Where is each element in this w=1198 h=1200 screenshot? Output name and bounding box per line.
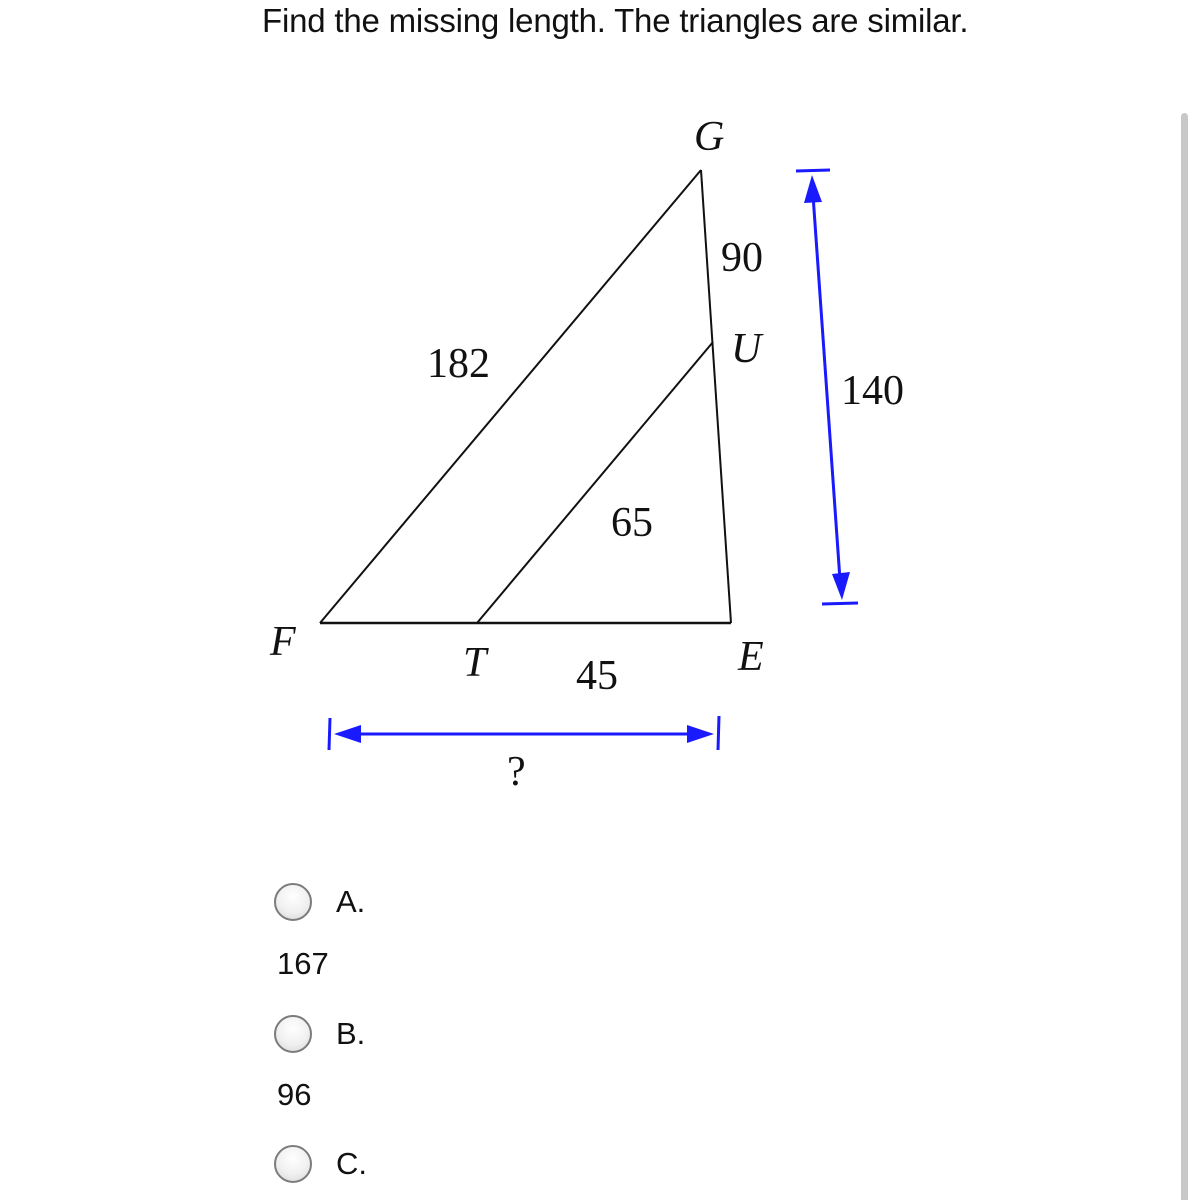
length-ge-label: 140 bbox=[841, 368, 904, 414]
option-b[interactable] bbox=[274, 1015, 365, 1053]
option-b-letter: B. bbox=[336, 1016, 366, 1051]
length-te-label: 45 bbox=[576, 653, 618, 699]
vertex-g-label: G bbox=[694, 114, 725, 160]
option-a-letter: A. bbox=[336, 884, 366, 919]
vertex-t-label: T bbox=[463, 640, 487, 686]
option-b-radio[interactable] bbox=[274, 1015, 312, 1053]
segment-tu bbox=[477, 342, 713, 623]
option-c-letter: C. bbox=[336, 1146, 367, 1181]
horizontal-dimension-arrow bbox=[329, 716, 719, 750]
option-b-value: 96 bbox=[277, 1077, 312, 1112]
vertex-u-label: U bbox=[731, 326, 762, 372]
length-fg-label: 182 bbox=[427, 341, 490, 387]
option-a[interactable] bbox=[274, 883, 365, 921]
option-c[interactable] bbox=[274, 1145, 367, 1183]
length-tu-label: 65 bbox=[611, 500, 653, 546]
vertex-f-label: F bbox=[270, 619, 296, 665]
question-text: Find the missing length. The triangles are similar. bbox=[262, 2, 969, 39]
vertex-e-label: E bbox=[738, 634, 764, 680]
option-c-radio[interactable] bbox=[274, 1145, 312, 1183]
length-gu-label: 90 bbox=[721, 235, 763, 281]
option-a-radio[interactable] bbox=[274, 883, 312, 921]
length-fe-unknown-label: ? bbox=[507, 749, 526, 795]
option-a-value: 167 bbox=[277, 946, 329, 981]
vertical-scrollbar[interactable] bbox=[1181, 113, 1188, 1200]
side-fg bbox=[320, 170, 701, 623]
